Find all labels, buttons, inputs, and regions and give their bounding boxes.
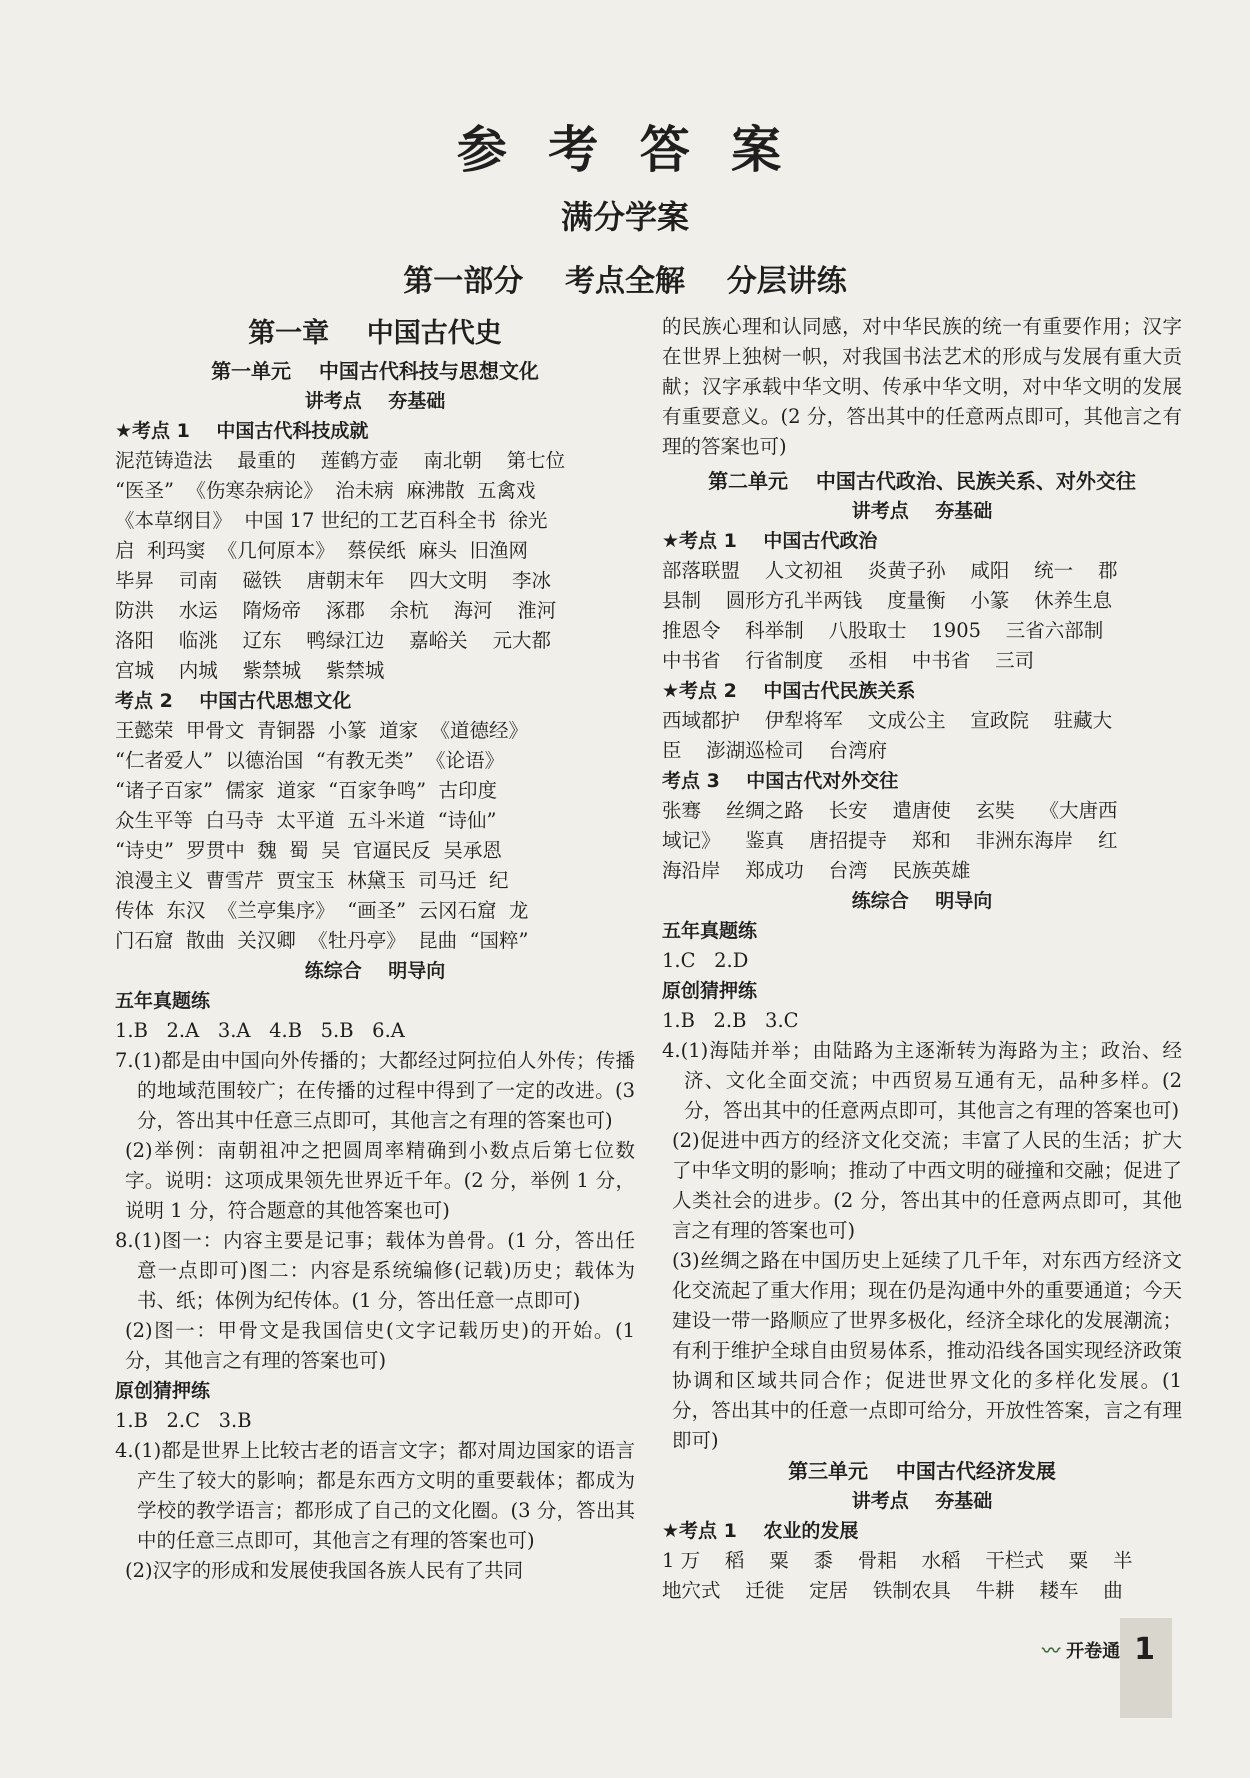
answer-line: 县制 圆形方孔半两钱 度量衡 小篆 休养生息 bbox=[662, 589, 1113, 612]
answer-line: 中书省 行省制度 丞相 中书省 三司 bbox=[662, 649, 1035, 672]
answer-line: “医圣” 《伤寒杂病论》 治未病 麻沸散 五禽戏 bbox=[115, 479, 536, 502]
page-subtitle: 满分学案 bbox=[560, 198, 689, 236]
answer-line: 部落联盟 人文初祖 炎黄子孙 咸阳 统一 郡 bbox=[662, 559, 1118, 582]
answer-line: 海沿岸 郑成功 台湾 民族英雄 bbox=[662, 859, 971, 882]
answer-line: 1 万 稻 粟 黍 骨耜 水稻 干栏式 粟 半 bbox=[662, 1549, 1133, 1572]
answer-line: “诸子百家” 儒家 道家 “百家争鸣” 古印度 bbox=[115, 779, 497, 802]
page-title: 参 考 答 案 bbox=[456, 121, 794, 179]
choice-answers: 1.B 2.A 3.A 4.B 5.B 6.A bbox=[115, 1019, 405, 1042]
topic-heading: 考点 2 中国古代思想文化 bbox=[115, 690, 352, 712]
right-column bbox=[662, 312, 1182, 1606]
answer-paragraph: (2)图一：甲骨文是我国信史(文字记载历史)的开始。(1 分，其他言之有理的答案也可) bbox=[125, 1319, 635, 1372]
answer-line: 传体 东汉 《兰亭集序》 “画圣” 云冈石窟 龙 bbox=[115, 899, 529, 922]
answer-paragraph: 的民族心理和认同感，对中华民族的统一有重要作用；汉字在世界上独树一帜，对我国书法艺术的形成与发展有重大贡献；汉字承载中华文明、传承中华文明，对中华文明的发展有重要意义。(2 分，答出其中的任意两点即可，其他言之有理的答案也可) bbox=[662, 315, 1182, 458]
exercise-label: 原创猜押练 bbox=[115, 1380, 211, 1402]
topic-heading: 考点 3 中国古代对外交往 bbox=[662, 770, 899, 792]
section-heading: 练综合 明导向 bbox=[304, 960, 446, 982]
answer-paragraph: (2)促进中西方的经济文化交流；丰富了人民的生活；扩大了中华文明的影响；推动了中西文明的碰撞和交融；促进了人类社会的进步。(2 分，答出其中的任意两点即可，其他言之有理的答案也可) bbox=[672, 1129, 1182, 1242]
answer-paragraph: (2)汉字的形成和发展使我国各族人民有了共同 bbox=[125, 1559, 524, 1582]
answer-paragraph: (2)举例：南朝祖冲之把圆周率精确到小数点后第七位数字。说明：这项成果领先世界近千年。(2 分，举例 1 分，说明 1 分，符合题意的其他答案也可) bbox=[125, 1139, 635, 1222]
unit-heading: 第三单元 中国古代经济发展 bbox=[788, 1459, 1056, 1483]
left-column bbox=[115, 312, 635, 1586]
exercise-label: 五年真题练 bbox=[115, 990, 211, 1012]
answer-line: 浪漫主义 曹雪芹 贾宝玉 林黛玉 司马迁 纪 bbox=[115, 869, 509, 892]
answer-line: 西域都护 伊犁将军 文成公主 宣政院 驻藏大 bbox=[662, 709, 1113, 732]
answer-paragraph: 7.(1)都是由中国向外传播的；大都经过阿拉伯人外传；传播的地域范围较广；在传播的过程中得到了一定的改进。(3 分，答出其中任意三点即可，其他言之有理的答案也可) bbox=[115, 1049, 635, 1132]
choice-answers: 1.B 2.B 3.C bbox=[662, 1009, 799, 1032]
answer-line: 宫城 内城 紫禁城 紫禁城 bbox=[115, 659, 385, 682]
answer-line: 地穴式 迁徙 定居 铁制农具 牛耕 耧车 曲 bbox=[662, 1579, 1123, 1602]
answer-line: 众生平等 白马寺 太平道 五斗米道 “诗仙” bbox=[115, 809, 497, 832]
answer-line: 推恩令 科举制 八股取士 1905 三省六部制 bbox=[662, 619, 1104, 642]
answer-line: 泥范铸造法 最重的 莲鹤方壶 南北朝 第七位 bbox=[115, 449, 566, 472]
answer-line: 洛阳 临洮 辽东 鸭绿江边 嘉峪关 元大都 bbox=[115, 629, 551, 652]
page-footer bbox=[1042, 1632, 1155, 1667]
brand-name: 开卷通 bbox=[1066, 1640, 1121, 1662]
section-heading: 讲考点 夯基础 bbox=[851, 500, 993, 522]
choice-answers: 1.C 2.D bbox=[662, 949, 749, 972]
answer-line: 毕昇 司南 磁铁 唐朝末年 四大文明 李冰 bbox=[115, 569, 551, 592]
section-heading: 讲考点 夯基础 bbox=[851, 1490, 993, 1512]
answer-line: 《本草纲目》 中国 17 世纪的工艺百科全书 徐光 bbox=[115, 509, 548, 532]
section-heading: 练综合 明导向 bbox=[851, 890, 993, 912]
answer-paragraph: 8.(1)图一：内容主要是记事；载体为兽骨。(1 分，答出任意一点即可)图二：内容是系统编修(记载)历史；载体为书、纸；体例为纪传体。(1 分，答出任意一点即可) bbox=[115, 1229, 635, 1312]
page-number: 1 bbox=[1134, 1632, 1155, 1667]
brand-logo-icon: 〰 bbox=[1042, 1640, 1061, 1662]
chapter-heading: 第一章 中国古代史 bbox=[248, 318, 502, 349]
answer-line: 防洪 水运 隋炀帝 涿郡 余杭 海河 淮河 bbox=[115, 599, 557, 622]
exercise-label: 五年真题练 bbox=[662, 920, 758, 942]
answer-line: 臣 澎湖巡检司 台湾府 bbox=[662, 739, 888, 762]
part-heading: 第一部分 考点全解 分层讲练 bbox=[403, 264, 847, 299]
answer-line: “诗史” 罗贯中 魏 蜀 吴 官逼民反 吴承恩 bbox=[115, 839, 502, 862]
topic-heading: ★考点 2 中国古代民族关系 bbox=[662, 680, 916, 702]
answer-paragraph: (3)丝绸之路在中国历史上延续了几千年，对东西方经济文化交流起了重大作用；现在仍是沟通中外的重要通道；今天建设一带一路顺应了世界多极化，经济全球化的发展潮流；有利于维护全球自由贸易体系，推动沿线各国实现经济政策协调和区域共同合作；促进世界文化的多样化发展。(1 分，答出其中的任意一点即可给分，开放性答案，言之有理即可) bbox=[672, 1249, 1182, 1452]
answer-paragraph: 4.(1)海陆并举；由陆路为主逐渐转为海路为主；政治、经济、文化全面交流；中西贸易互通有无，品种多样。(2 分，答出其中的任意两点即可，其他言之有理的答案也可) bbox=[662, 1039, 1182, 1122]
topic-heading: ★考点 1 农业的发展 bbox=[662, 1520, 859, 1542]
answer-line: 门石窟 散曲 关汉卿 《牡丹亭》 昆曲 “国粹” bbox=[115, 929, 529, 952]
answer-line: 域记》 鉴真 唐招提寺 郑和 非洲东海岸 红 bbox=[662, 829, 1118, 852]
answer-line: 启 利玛窦 《几何原本》 蔡侯纸 麻头 旧渔网 bbox=[115, 539, 528, 562]
choice-answers: 1.B 2.C 3.B bbox=[115, 1409, 252, 1432]
topic-heading: ★考点 1 中国古代政治 bbox=[662, 530, 878, 552]
answer-line: 张骞 丝绸之路 长安 遣唐使 玄奘 《大唐西 bbox=[662, 799, 1118, 822]
exercise-label: 原创猜押练 bbox=[662, 980, 758, 1002]
section-heading: 讲考点 夯基础 bbox=[304, 390, 446, 412]
unit-heading: 第二单元 中国古代政治、民族关系、对外交往 bbox=[708, 469, 1136, 493]
answer-line: “仁者爱人” 以德治国 “有教无类” 《论语》 bbox=[115, 749, 505, 772]
answer-paragraph: 4.(1)都是世界上比较古老的语言文字；都对周边国家的语言产生了较大的影响；都是东西方文明的重要载体；都成为学校的教学语言；都形成了自己的文化圈。(3 分，答出其中的任意三点即可，其他言之有理的答案也可) bbox=[115, 1439, 635, 1552]
topic-heading: ★考点 1 中国古代科技成就 bbox=[115, 420, 369, 442]
answer-line: 王懿荣 甲骨文 青铜器 小篆 道家 《道德经》 bbox=[115, 719, 528, 742]
unit-heading: 第一单元 中国古代科技与思想文化 bbox=[211, 359, 539, 383]
